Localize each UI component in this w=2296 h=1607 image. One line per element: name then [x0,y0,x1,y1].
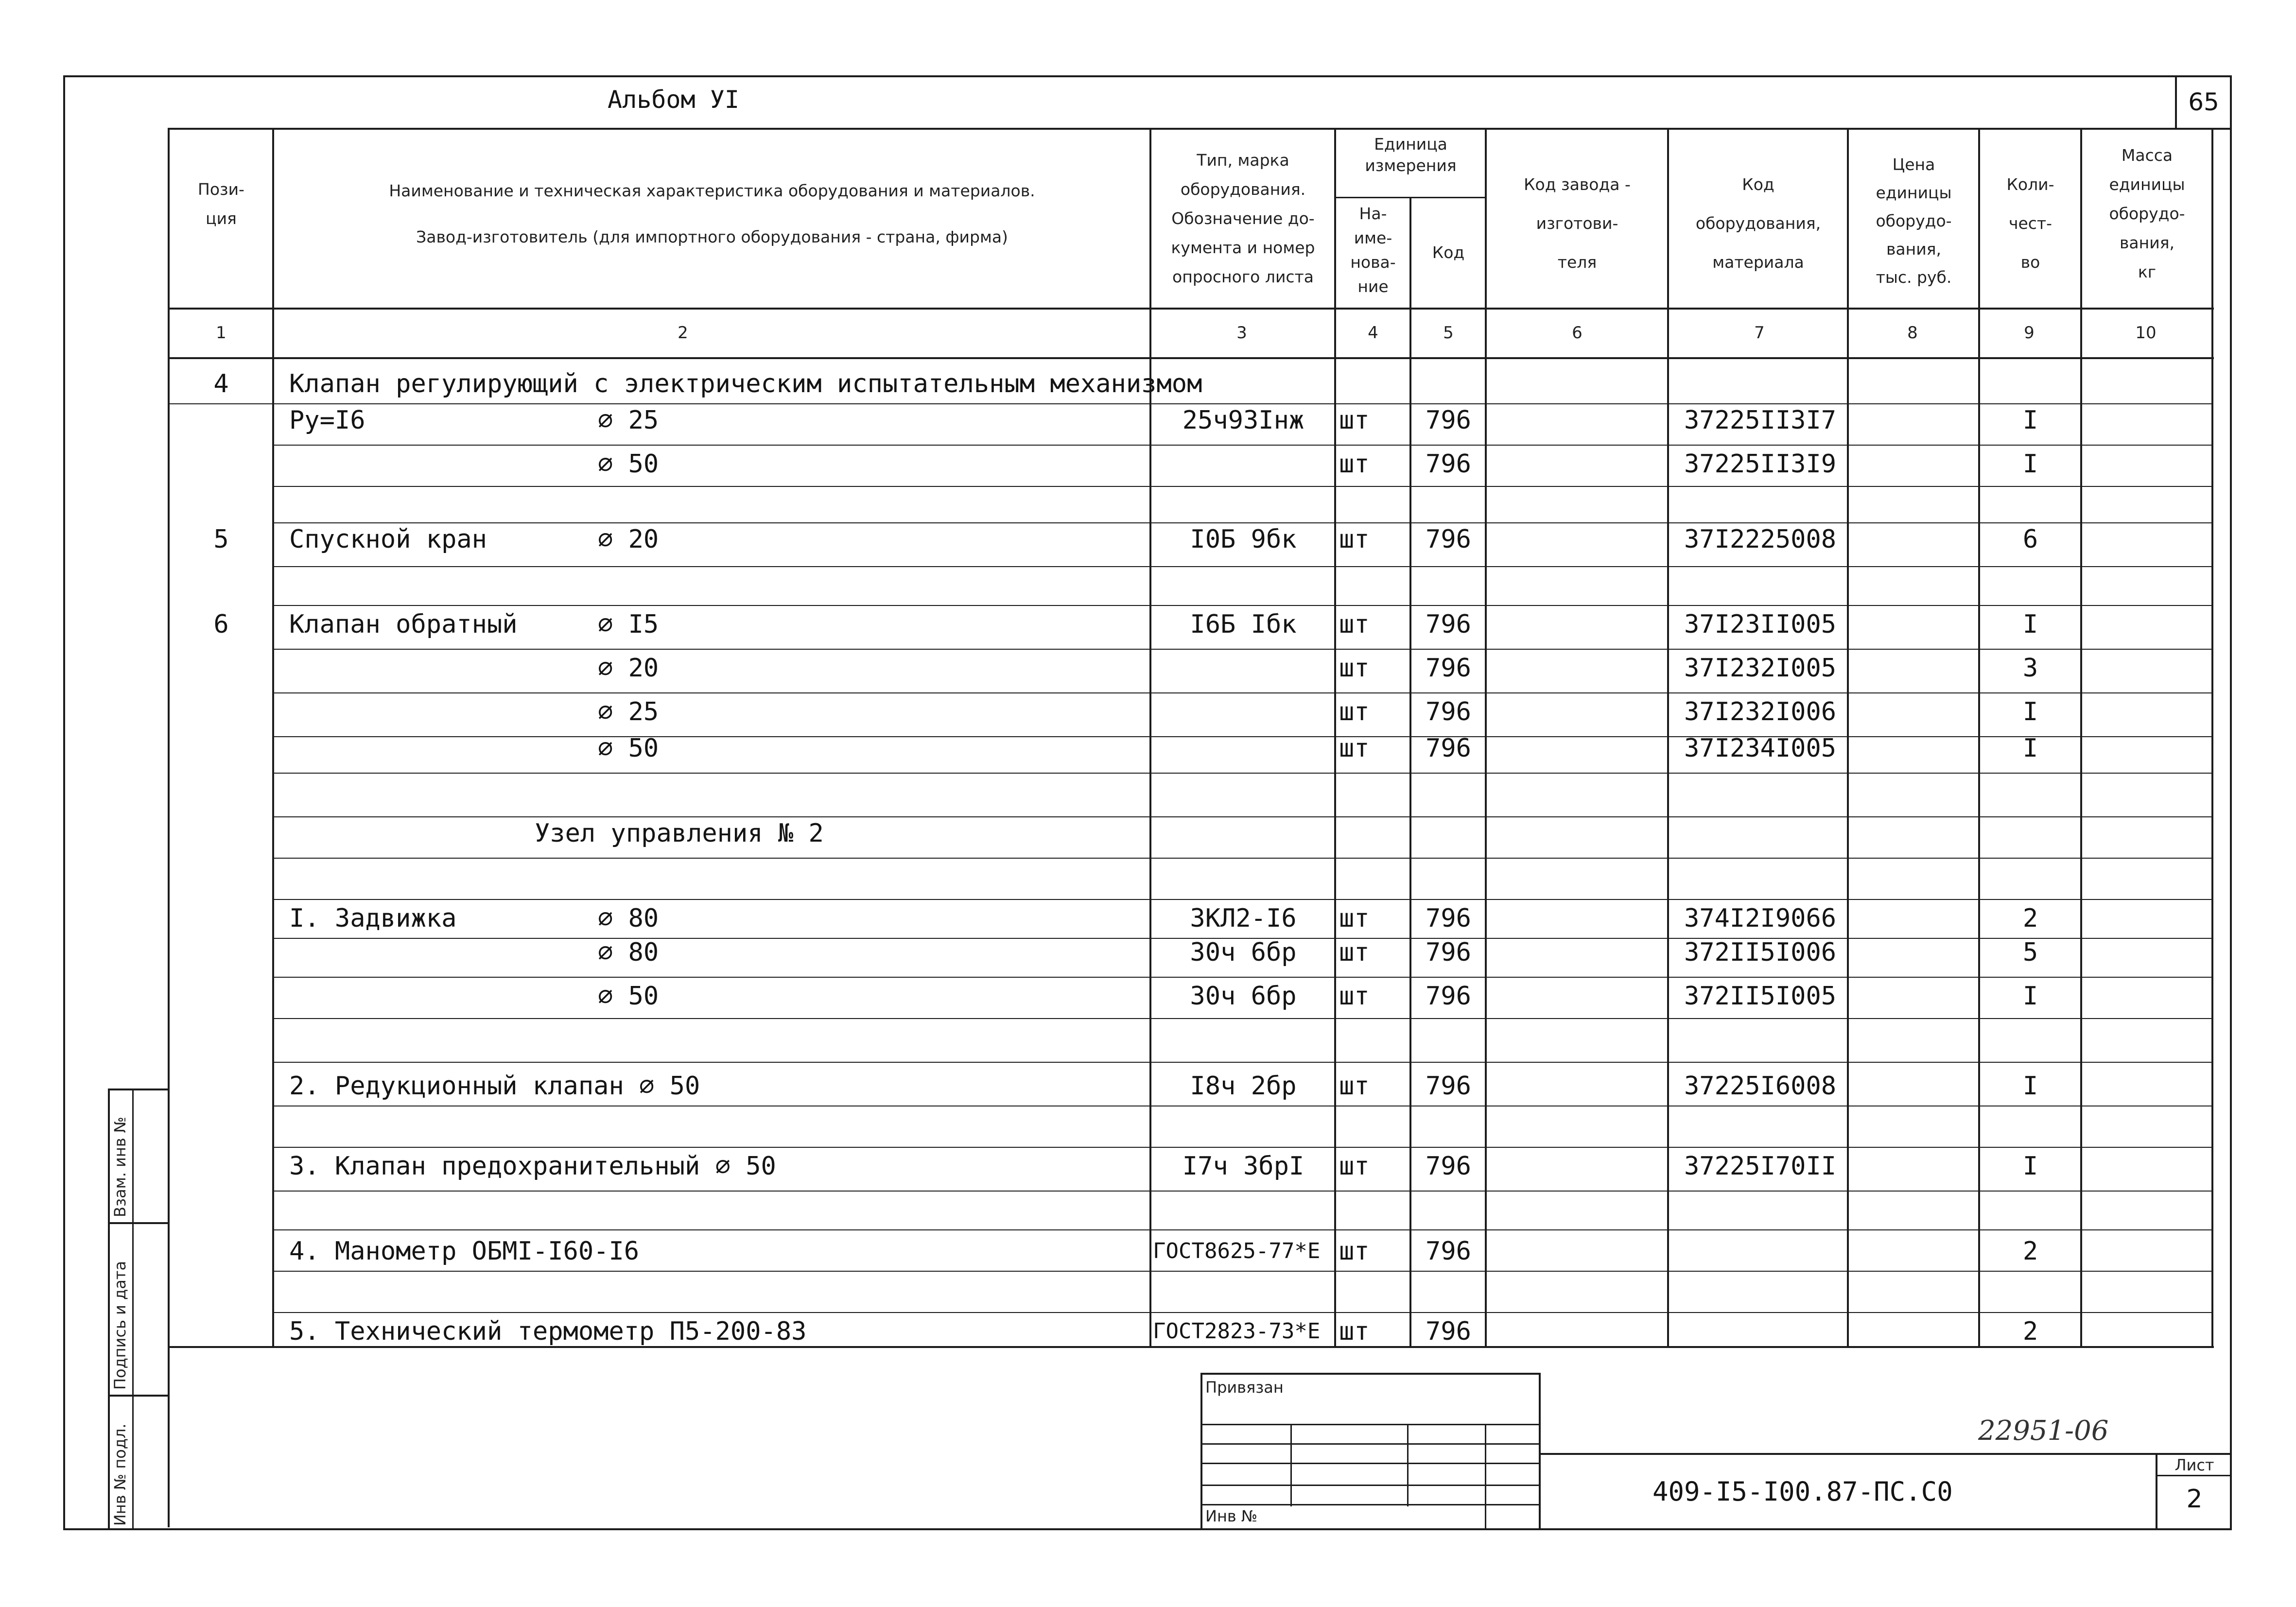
row-equipment-code: 37225II3I9 [1684,449,1837,479]
row-type: 25ч93Iнж [1182,406,1305,435]
row-equipment-code: 374I2I9066 [1684,904,1837,933]
col-number: 3 [1236,323,1247,343]
row-quantity: 3 [2022,654,2038,683]
row-diameter: ∅ 20 [598,654,659,683]
handwritten-number: 22951-06 [1978,1415,2109,1447]
col-number: 8 [1907,323,1918,343]
row-quantity: I [2022,449,2038,479]
row-equipment-code: 37I23II005 [1684,610,1837,639]
row-unit: шт [1339,610,1370,639]
col-header-equipment-code: Код оборудования, материала [1695,175,1821,272]
row-unit-code: 796 [1426,654,1471,683]
col-header-mass: Масса единицы оборудо- вания, кг [2109,146,2185,281]
row-unit-code: 796 [1426,1237,1471,1266]
album-title: Альбом УI [608,86,739,114]
row-unit: шт [1339,654,1370,683]
col-number: 2 [678,323,688,343]
row-equipment-code: 37225I6008 [1684,1071,1837,1101]
row-position: 6 [213,610,229,639]
row-type: I6Б Iбк [1190,610,1297,639]
row-unit: шт [1339,1317,1370,1346]
row-unit-code: 796 [1426,610,1471,639]
row-unit: шт [1339,406,1370,435]
row-type: I8ч 2бр [1190,1071,1297,1101]
col-header-quantity: Коли- чест- во [2006,175,2054,272]
row-unit-code: 796 [1426,406,1471,435]
row-type: I7ч 3брI [1182,1152,1305,1181]
row-equipment-code: 37225I70II [1684,1152,1837,1181]
row-diameter: ∅ I5 [598,610,659,639]
row-quantity: I [2022,734,2038,763]
row-quantity: 2 [2022,1317,2038,1346]
col-number: 10 [2135,323,2157,343]
row-name: 4. Манометр ОБМI-I60-I6 [289,1237,640,1266]
row-unit-code: 796 [1426,734,1471,763]
col-number: 4 [1368,323,1378,343]
row-type: ГОСТ2823-73*Е [1153,1319,1321,1344]
row-unit-code: 796 [1426,938,1471,967]
row-name: Спускной кран [289,525,487,554]
row-equipment-code: 37225II3I7 [1684,406,1837,435]
row-unit-code: 796 [1426,904,1471,933]
row-unit-code: 796 [1426,449,1471,479]
row-quantity: I [2022,1071,2038,1101]
row-name: 5. Технический термометр П5-200-83 [289,1317,807,1346]
row-unit: шт [1339,525,1370,554]
row-quantity: 2 [2022,904,2038,933]
row-unit-code: 796 [1426,1071,1471,1101]
row-equipment-code: 37I232I005 [1684,654,1837,683]
row-diameter: ∅ 50 [598,449,659,479]
row-quantity: I [2022,1152,2038,1181]
stamp-privyazan: Привязан [1205,1378,1284,1397]
page-number: 65 [2188,88,2219,116]
col-number: 9 [2024,323,2035,343]
row-equipment-code: 37I232I006 [1684,697,1837,726]
row-unit: шт [1339,938,1370,967]
row-section-title: Узел управления № 2 [535,819,824,848]
row-diameter: ∅ 25 [598,697,659,726]
row-unit: шт [1339,1152,1370,1181]
row-unit: шт [1339,734,1370,763]
col-header-position: Пози- ция [198,180,244,228]
row-name: Ру=I6 [289,406,365,435]
col-number: 1 [216,323,226,343]
row-name: Клапан регулирующий с электрическим испытательным механизмом [289,369,1202,398]
row-unit-code: 796 [1426,1152,1471,1181]
row-equipment-code: 37I2225008 [1684,525,1837,554]
col-header-unit-code: Код [1432,243,1465,262]
row-quantity: I [2022,982,2038,1011]
row-name: 2. Редукционный клапан ∅ 50 [289,1071,700,1101]
col-header-price: Цена единицы оборудо- вания, тыс. руб. [1876,155,1952,287]
row-unit-code: 796 [1426,697,1471,726]
document-code: 409-I5-I00.87-ПС.С0 [1652,1476,1953,1507]
row-diameter: ∅ 50 [598,734,659,763]
row-equipment-code: 37I234I005 [1684,734,1837,763]
row-diameter: ∅ 25 [598,406,659,435]
row-name: Клапан обратный [289,610,518,639]
row-name: I. Задвижка [289,904,457,933]
strip-vzam-inv: Взам. инв № [111,1116,129,1217]
sheet-number: 2 [2186,1485,2203,1514]
stamp-inv-no: Инв № [1205,1507,1258,1525]
row-type: 3КЛ2-I6 [1190,904,1297,933]
col-number: 5 [1443,323,1454,343]
col-number: 6 [1572,323,1583,343]
row-quantity: I [2022,406,2038,435]
row-unit-code: 796 [1426,1317,1471,1346]
row-position: 5 [213,525,229,554]
col-header-name: Наименование и техническая характеристика оборудования и материалов. Завод-изготовитель (для импортного оборудования - страна, фирма) [389,181,1035,246]
row-quantity: I [2022,610,2038,639]
row-diameter: ∅ 80 [598,904,659,933]
col-number: 7 [1754,323,1765,343]
row-quantity: I [2022,697,2038,726]
row-type: I0Б 9бк [1190,525,1297,554]
row-position: 4 [213,369,229,398]
row-diameter: ∅ 80 [598,938,659,967]
col-header-unit-group: Единица измерения [1365,135,1457,175]
row-type: 30ч 6бр [1190,982,1297,1011]
row-diameter: ∅ 50 [598,982,659,1011]
row-equipment-code: 372II5I006 [1684,938,1837,967]
sheet-label: Лист [2174,1456,2214,1474]
col-header-plant-code: Код завода - изготови- теля [1524,175,1631,272]
row-unit: шт [1339,697,1370,726]
row-unit: шт [1339,449,1370,479]
row-name: 3. Клапан предохранительный ∅ 50 [289,1152,776,1181]
row-unit: шт [1339,904,1370,933]
row-quantity: 5 [2022,938,2038,967]
row-unit: шт [1339,982,1370,1011]
col-header-unit-name: На- име- нова- ние [1350,204,1396,296]
row-diameter: ∅ 20 [598,525,659,554]
col-header-type: Тип, марка оборудования. Обозначение до- кумента и номер опросного листа [1171,151,1315,286]
row-unit: шт [1339,1071,1370,1101]
row-quantity: 2 [2022,1237,2038,1266]
row-unit: шт [1339,1237,1370,1266]
row-type: 30ч 6бр [1190,938,1297,967]
row-unit-code: 796 [1426,982,1471,1011]
strip-podpis: Подпись и дата [111,1261,129,1390]
row-quantity: 6 [2022,525,2038,554]
row-type: ГОСТ8625-77*Е [1153,1239,1321,1263]
strip-inv-podl: Инв № подл. [111,1423,129,1526]
row-equipment-code: 372II5I005 [1684,982,1837,1011]
row-unit-code: 796 [1426,525,1471,554]
